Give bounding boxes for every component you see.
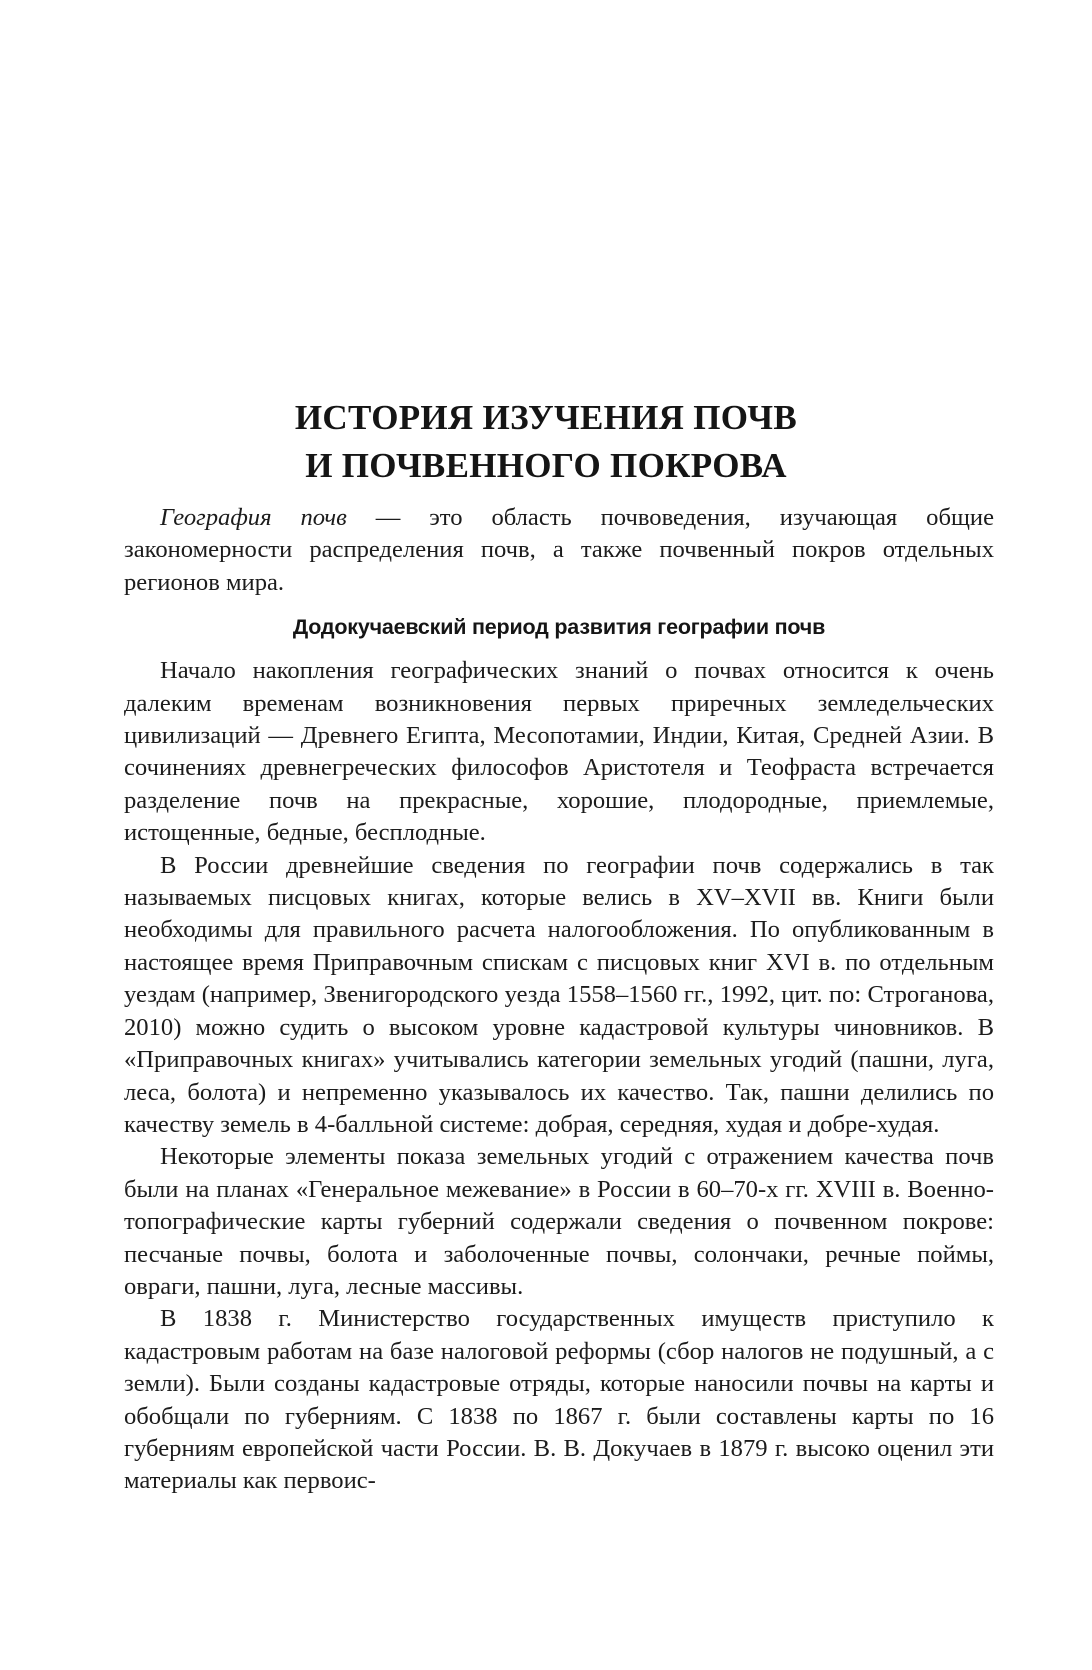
- chapter-title-line-1: ИСТОРИЯ ИЗУЧЕНИЯ ПОЧВ: [294, 398, 798, 437]
- body-paragraph: В России древнейшие сведения по географии почв содержались в так называемых писцовых книгах, которые велись в XV–XVII вв. Книги были необходимы для правильного расчета налогообложения. По опубликованным в настоящее время Приправочным спискам с писцовых книг XVI в. по отдельным уездам (например, Звенигородского уезда 1558–1560 гг., 1992, цит. по: Строганова, 2010) можно судить о высоком уровне кадастровой культуры чиновников. В «Приправочных книгах» учитывались категории земельных угодий (пашни, луга, леса, болота) и непременно указывалось их качество. Так, пашни делились по качеству земель в 4-балльной системе: добрая, середняя, худая и добре-худая.: [124, 851, 994, 1138]
- section-heading: Додокучаевский период развития географии почв: [292, 615, 826, 640]
- intro-paragraph: [124, 502, 994, 599]
- body-paragraph: Некоторые элементы показа земельных угодий с отражением качества почв были на планах «Генеральное межевание» в России в 60–70-х гг. XVIII в. Военно-топографические карты губерний содержали сведения о почвенном покрове: песчаные почвы, болота и заболоченные почвы, солончаки, речные поймы, овраги, пашни, луга, лесные массивы.: [124, 1143, 994, 1300]
- intro-definition: — это область почвоведения, изучающая общие закономерности распределения почв, а также почвенный покров отдельных регионов мира.: [124, 504, 994, 596]
- body-paragraph: Начало накопления географических знаний о почвах относится к очень далеким временам возникновения первых приречных земледельческих цивилизаций — Древнего Египта, Месопотамии, Индии, Китая, Средней Азии. В сочинениях древнегреческих философов Аристотеля и Теофраста встречается разделение почв на прекрасные, хорошие, плодородные, приемлемые, истощенные, бедные, бесплодные.: [124, 657, 994, 847]
- chapter-title: [100, 394, 992, 490]
- body-paragraph: В 1838 г. Министерство государственных имуществ приступило к кадастровым работам на базе налоговой реформы (сбор налогов не подушный, а с земли). Были созданы кадастровые отряды, которые наносили почвы на карты и обобщали по губерниям. С 1838 по 1867 г. были составлены карты по 16 губерниям европейской части России. В. В. Докучаев в 1879 г. высоко оценил эти материалы как первоис-: [124, 1305, 994, 1495]
- main-text: [124, 502, 994, 1498]
- chapter-title-line-2: И ПОЧВЕННОГО ПОКРОВА: [305, 446, 787, 485]
- intro-term: География почв: [160, 504, 347, 531]
